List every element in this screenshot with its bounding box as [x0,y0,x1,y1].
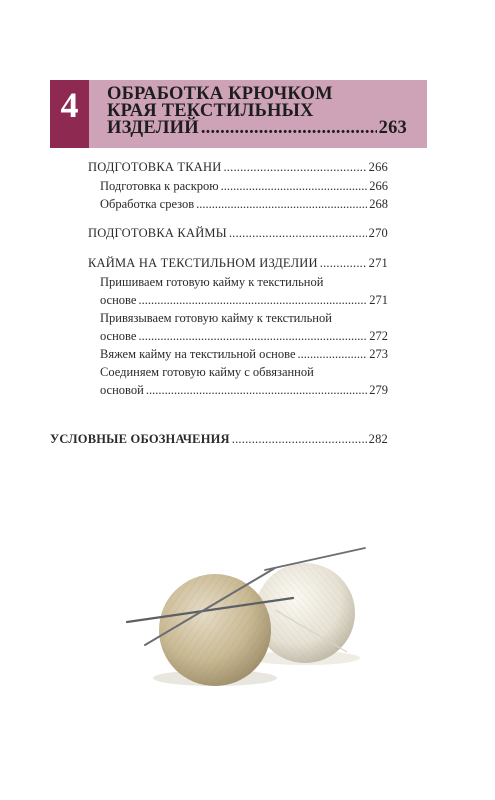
toc-entry-page: 273 [369,347,388,361]
toc-entry-title: ПОДГОТОВКА ТКАНИ [88,160,222,174]
toc-entry-page: 271 [369,293,388,307]
toc-entry-page: 270 [368,226,388,240]
toc-entry-title: Подготовка к раскрою [100,179,219,193]
toc-entry-sew-border[interactable] [100,273,388,309]
dot-leader [201,120,377,137]
toc-entry-fabric-prep[interactable] [88,158,388,176]
toc-entry-page: 266 [369,179,388,193]
toc-entry-title-line-1: Привязываем готовую кайму к текстильной [100,311,332,325]
toc-entry-page: 271 [368,256,388,270]
toc-entry-cutting-prep[interactable] [100,177,388,195]
toc-entry-title: Обработка срезов [100,197,195,211]
dot-leader [223,158,366,176]
toc-entry-title: ПОДГОТОВКА КАЙМЫ [88,226,227,240]
toc-entry-border-on-textile[interactable] [88,254,388,272]
chapter-title-line-3 [107,120,407,137]
toc-entry-page: 268 [369,197,388,211]
chapter-number: 4 [50,80,89,148]
toc-entry-title: Вяжем кайму на текстильной основе [100,347,296,361]
toc-entry-legend[interactable] [50,430,388,448]
dot-leader [221,177,368,195]
toc-entry-title-line-2: основе [100,329,137,343]
dot-leader [138,327,367,345]
toc-entry-tie-border[interactable] [100,309,388,345]
toc-entry-title-line-1: Пришиваем готовую кайму к текстильной [100,275,324,289]
toc-entry-join-border[interactable] [100,363,388,399]
dot-leader [232,430,367,448]
toc-entry-knit-border[interactable] [100,345,388,363]
chapter-title [107,86,407,137]
toc-entry-title-line-2: основой [100,383,144,397]
toc-entry-page: 266 [368,160,388,174]
dot-leader [229,224,367,242]
chapter-header [50,80,427,148]
toc-entry-border-prep[interactable] [88,224,388,242]
chapter-title-line-2: КРАЯ ТЕКСТИЛЬНЫХ [107,101,314,121]
chapter-title-line-1: ОБРАБОТКА КРЮЧКОМ [107,84,333,104]
toc-entry-page: 279 [369,383,388,397]
dot-leader [146,381,367,399]
toc-entry-title: УСЛОВНЫЕ ОБОЗНАЧЕНИЯ [50,432,230,446]
dot-leader [196,195,367,213]
chapter-page-number: 263 [378,118,407,138]
toc-entry-title: КАЙМА НА ТЕКСТИЛЬНОМ ИЗДЕЛИИ [88,256,318,270]
toc-entry-title-line-1: Соединяем готовую кайму с обвязанной [100,365,314,379]
toc-entry-page: 282 [368,432,388,446]
yarn-balls-with-crochet-hooks-image [115,540,375,690]
dot-leader [320,254,367,272]
chapter-title-line-3-text: ИЗДЕЛИЙ [107,118,199,138]
toc-entry-title-line-2: основе [100,293,137,307]
toc-entry-page: 272 [369,329,388,343]
dot-leader [138,291,367,309]
toc-entry-edge-finishing[interactable] [100,195,388,213]
dot-leader [298,345,368,363]
